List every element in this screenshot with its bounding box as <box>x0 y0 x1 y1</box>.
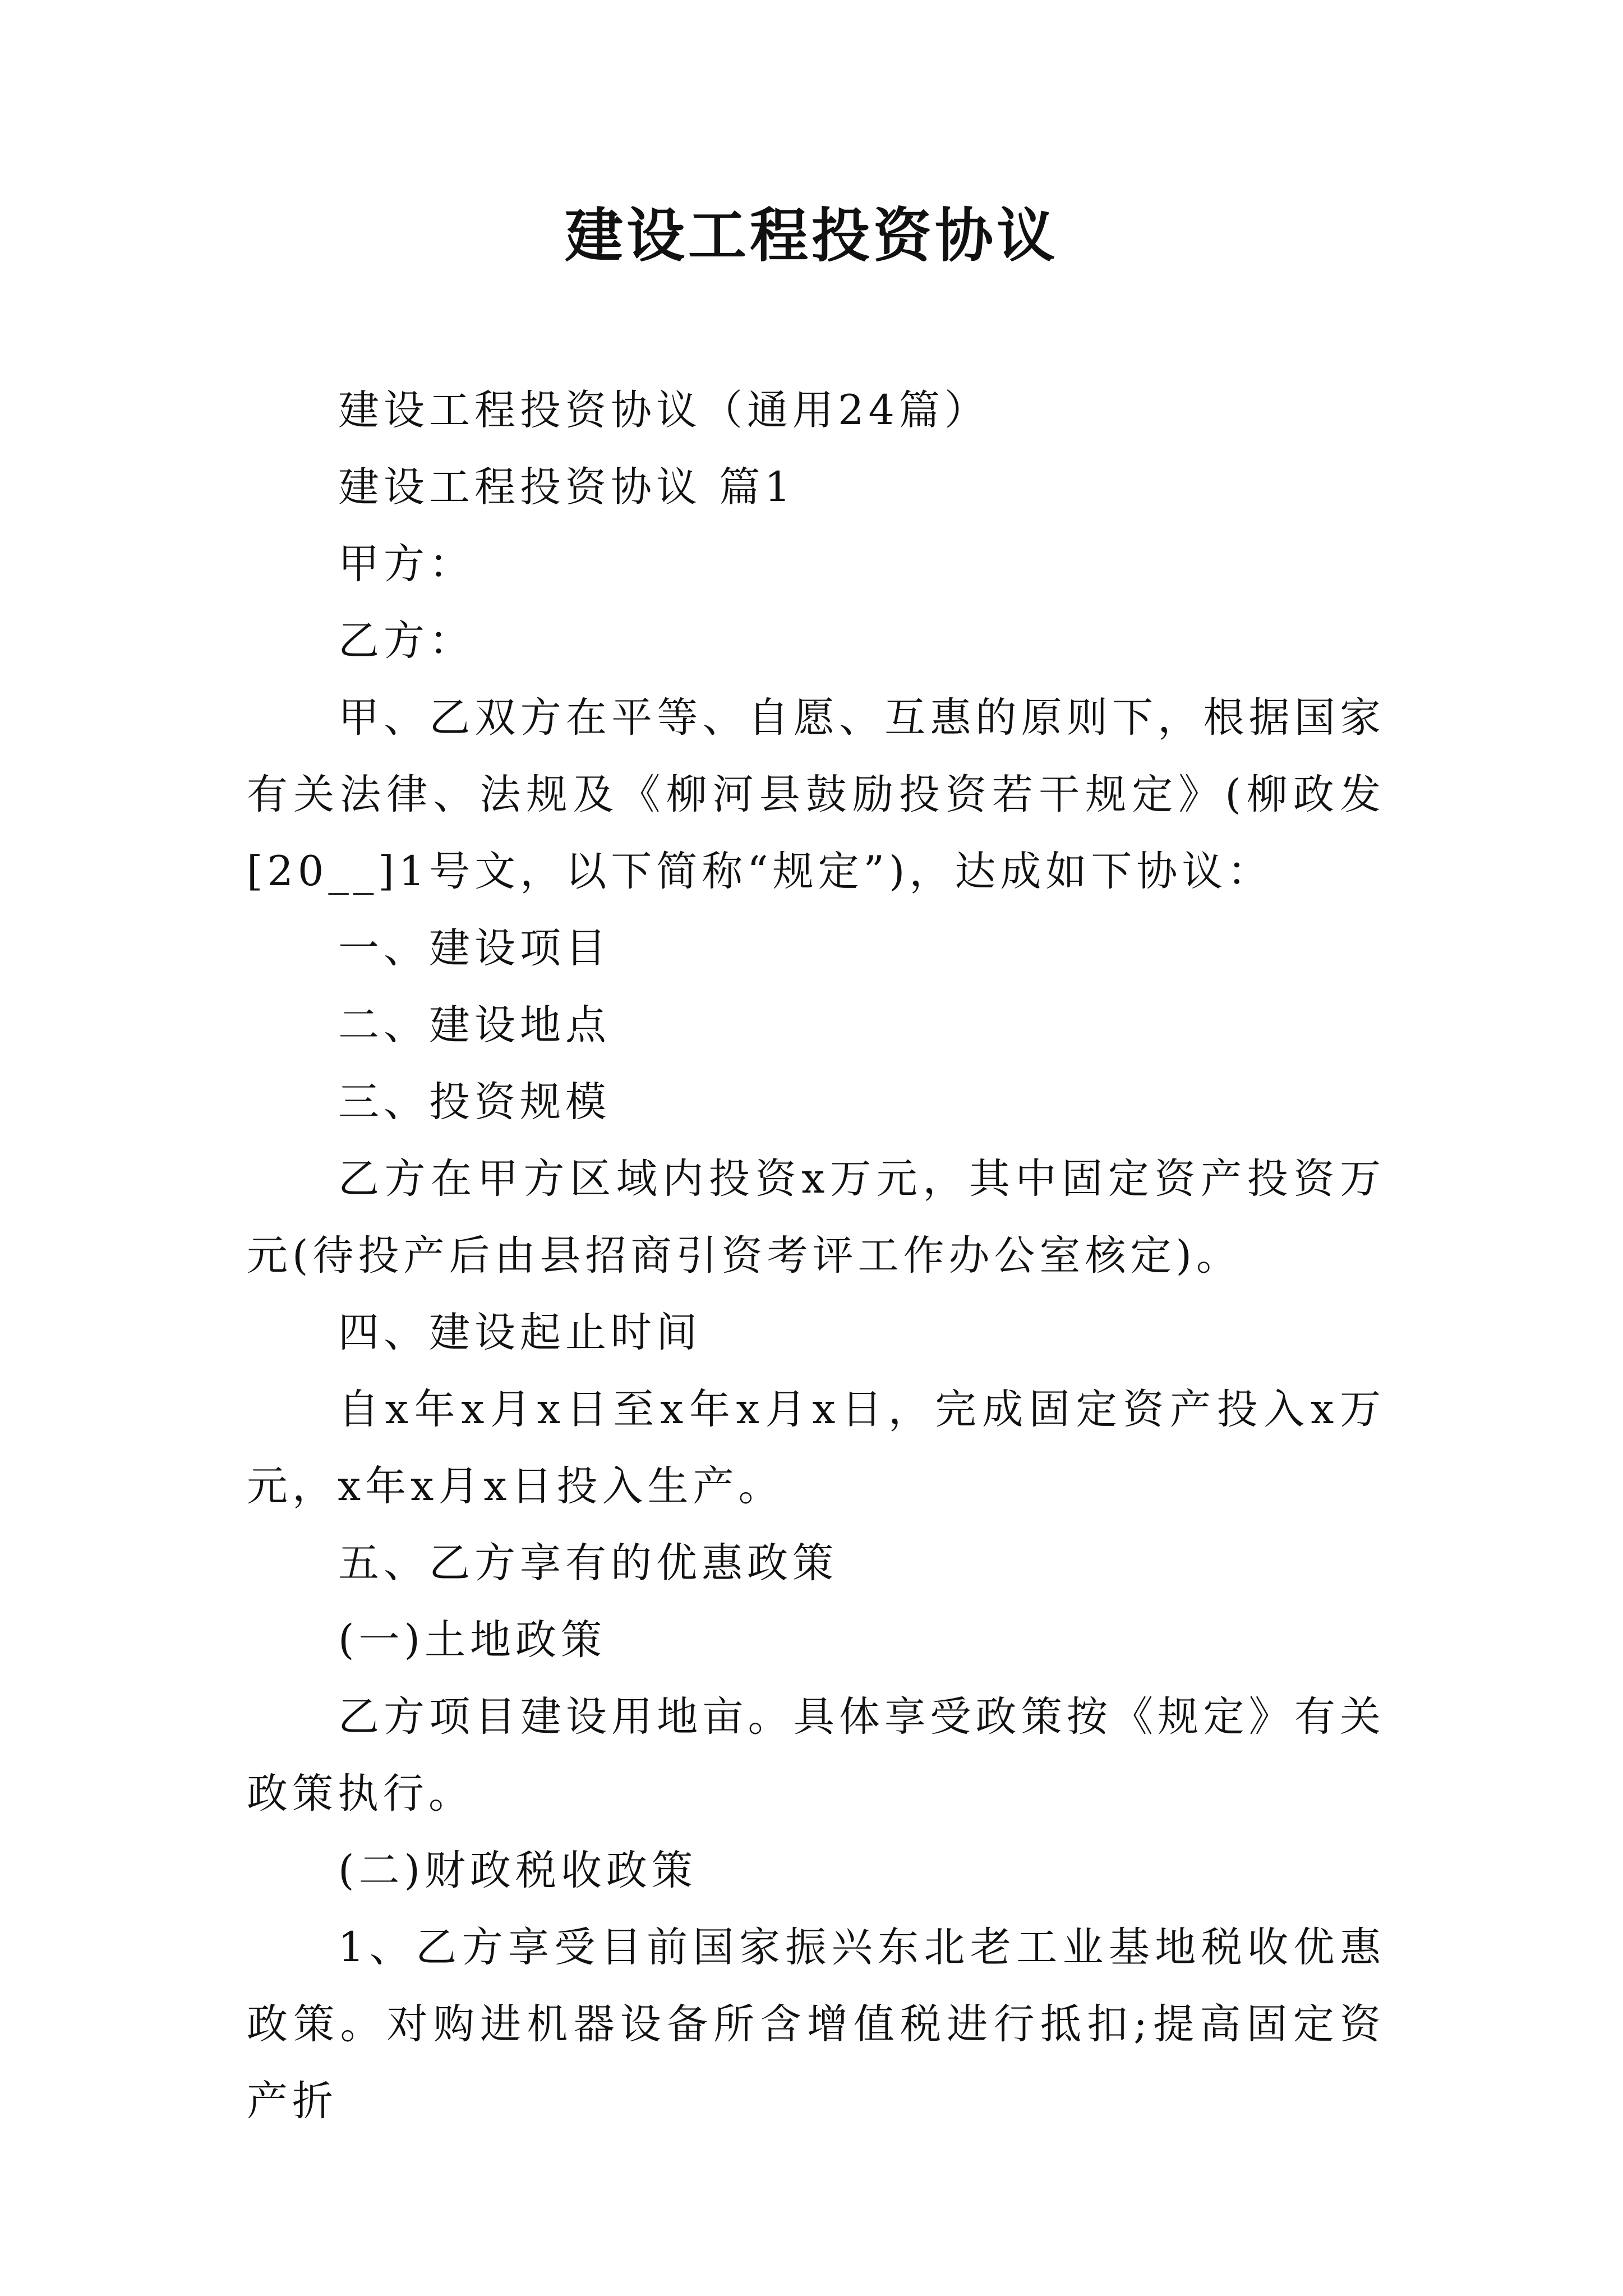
document-title: 建设工程投资协议 <box>564 201 1058 270</box>
paragraph-subtitle: 建设工程投资协议（通用24篇） <box>338 386 990 434</box>
paragraph-land-policy-heading: (一)土地政策 <box>338 1616 606 1664</box>
paragraph-land-policy: 乙方项目建设用地亩。具体享受政策按《规定》有关政策执行。 <box>247 1693 1385 1818</box>
paragraph-party-b: 乙方： <box>338 617 474 665</box>
paragraph-section-heading: 建设工程投资协议 篇1 <box>338 463 795 511</box>
paragraph-item-2: 二、建设地点 <box>338 1001 611 1049</box>
paragraph-tax-policy-heading: (二)财政税收政策 <box>338 1847 697 1894</box>
paragraph-party-a: 甲方： <box>338 540 474 588</box>
paragraph-tax-policy: 1、乙方享受目前国家振兴东北老工业基地税收优惠政策。对购进机器设备所含增值税进行抵扣;提高固定资产折 <box>247 1924 1385 2125</box>
paragraph-item-3: 三、投资规模 <box>338 1078 611 1126</box>
paragraph-schedule: 自x年x月x日至x年x月x日，完成固定资产投入x万元，x年x月x日投入生产。 <box>247 1386 1385 1510</box>
paragraph-investment-scale: 乙方在甲方区域内投资x万元，其中固定资产投资万元(待投产后由县招商引资考评工作办公室核定)。 <box>247 1155 1385 1280</box>
paragraph-item-4: 四、建设起止时间 <box>338 1309 702 1356</box>
document-body <box>247 372 1385 2139</box>
paragraph-item-1: 一、建设项目 <box>338 924 611 972</box>
paragraph-item-5: 五、乙方享有的优惠政策 <box>338 1539 838 1587</box>
paragraph-preamble: 甲、乙双方在平等、自愿、互惠的原则下，根据国家有关法律、法规及《柳河县鼓励投资若干规定》(柳政发[20__]1号文，以下简称“规定”)，达成如下协议： <box>247 694 1385 895</box>
